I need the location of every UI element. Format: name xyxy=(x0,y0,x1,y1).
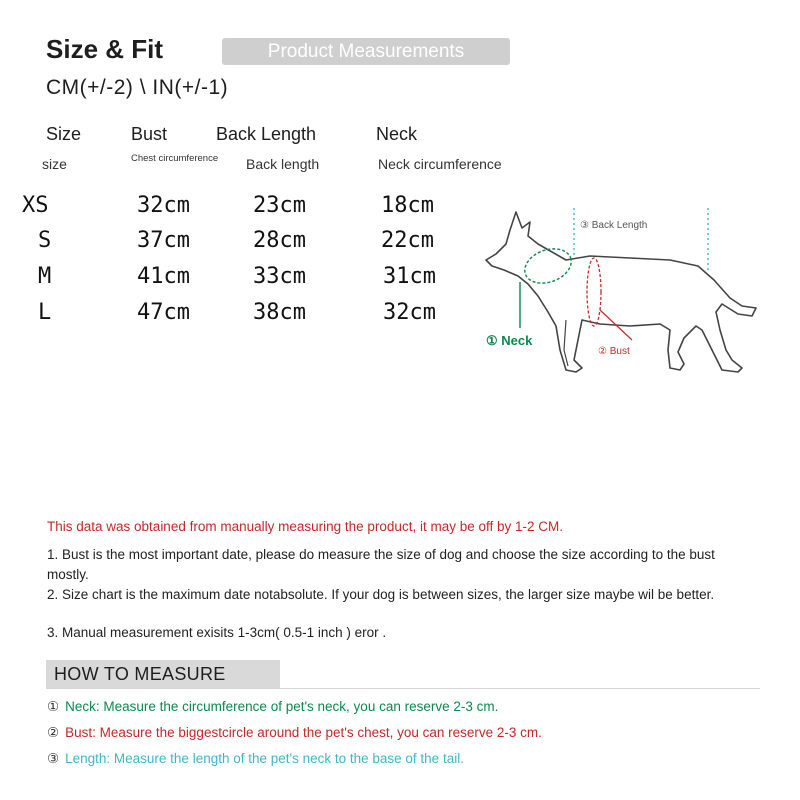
cell-m-bust: 41cm xyxy=(137,264,190,289)
cell-l-neck: 32cm xyxy=(383,300,436,325)
step-bust-text: Bust: Measure the biggestcircle around the pet's chest, you can reserve 2-3 cm. xyxy=(65,725,542,740)
step-bust xyxy=(47,725,542,741)
product-measurements-badge: Product Measurements xyxy=(222,38,510,65)
note-item-3: 3. Manual measurement exisits 1-3cm( 0.5-1 inch ) eror . xyxy=(47,625,387,640)
how-to-measure-heading: HOW TO MEASURE xyxy=(46,660,280,689)
row-label-s: S xyxy=(38,228,52,253)
cell-l-bust: 47cm xyxy=(137,300,190,325)
bust-label: ② Bust xyxy=(598,346,630,357)
dog-leg-detail xyxy=(564,320,568,366)
step-length xyxy=(47,751,464,767)
cell-xs-back: 23cm xyxy=(253,193,306,218)
row-label-xs: XS xyxy=(22,193,49,218)
page-title: Size & Fit xyxy=(46,34,164,64)
row-label-m: M xyxy=(38,264,52,289)
cell-m-back: 33cm xyxy=(253,264,306,289)
note-item-2: 2. Size chart is the maximum date notabsolute. If your dog is between sizes, the larger size maybe wil be better. xyxy=(47,587,715,602)
subheader-neck: Neck circumference xyxy=(378,156,502,172)
how-to-divider xyxy=(46,688,760,689)
step-neck xyxy=(47,699,498,715)
subheader-back-length: Back length xyxy=(246,156,320,172)
step-neck-number: ① xyxy=(47,699,60,714)
bust-measure-ring xyxy=(587,258,601,326)
cell-s-neck: 22cm xyxy=(381,228,434,253)
cell-m-neck: 31cm xyxy=(383,264,436,289)
step-neck-text: Neck: Measure the circumference of pet's neck, you can reserve 2-3 cm. xyxy=(65,699,499,714)
note-item-1: 1. Bust is the most important date, please do measure the size of dog and choose the size according to the bust mostly. xyxy=(47,547,715,582)
header-size: Size xyxy=(46,124,82,144)
step-length-text: Length: Measure the length of the pet's neck to the base of the tail. xyxy=(65,751,464,766)
subheader-bust: Chest circumference xyxy=(131,153,219,164)
header-bust: Bust xyxy=(131,124,168,144)
row-label-l: L xyxy=(38,300,52,325)
neck-measure-ring xyxy=(520,243,576,289)
header-neck: Neck xyxy=(376,124,418,144)
accuracy-warning: This data was obtained from manually measuring the product, it may be off by 1-2 CM. xyxy=(47,519,563,534)
cell-s-bust: 37cm xyxy=(137,228,190,253)
cell-l-back: 38cm xyxy=(253,300,306,325)
dog-measurement-diagram xyxy=(470,200,770,390)
step-bust-number: ② xyxy=(47,725,60,740)
neck-label: ① Neck xyxy=(486,333,533,348)
header-back-length: Back Length xyxy=(216,124,317,144)
cell-s-back: 28cm xyxy=(253,228,306,253)
units-note: CM(+/-2) \ IN(+/-1) xyxy=(46,76,229,99)
subheader-size: size xyxy=(42,156,67,172)
step-length-number: ③ xyxy=(47,751,60,766)
back-length-label: ③ Back Length xyxy=(580,220,648,231)
cell-xs-bust: 32cm xyxy=(137,193,190,218)
cell-xs-neck: 18cm xyxy=(381,193,434,218)
